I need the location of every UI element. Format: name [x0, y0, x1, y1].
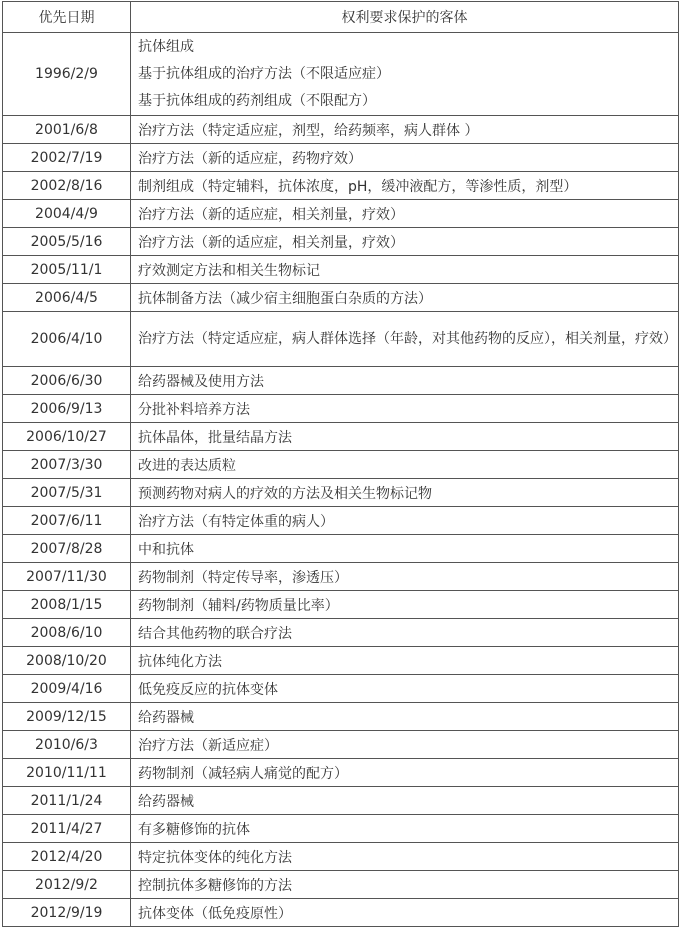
object-cell: 给药器械 — [131, 787, 679, 815]
object-line: 抗体组成 — [138, 38, 194, 55]
date-cell: 2004/4/9 — [3, 200, 131, 228]
object-cell: 给药器械及使用方法 — [131, 367, 679, 395]
table-row — [3, 200, 679, 228]
table-row — [3, 256, 679, 284]
table-row — [3, 144, 679, 172]
object-line: 基于抗体组成的治疗方法（不限适应症） — [138, 65, 390, 82]
table-row — [3, 787, 679, 815]
object-cell: 中和抗体 — [131, 535, 679, 563]
object-cell — [131, 33, 679, 116]
table-row — [3, 647, 679, 675]
date-cell: 2005/11/1 — [3, 256, 131, 284]
table-row — [3, 312, 679, 367]
object-cell: 分批补料培养方法 — [131, 395, 679, 423]
date-cell: 1996/2/9 — [3, 33, 131, 116]
table-row — [3, 703, 679, 731]
table-row — [3, 843, 679, 871]
object-cell: 抗体纯化方法 — [131, 647, 679, 675]
date-cell: 2011/1/24 — [3, 787, 131, 815]
object-cell: 抗体制备方法（减少宿主细胞蛋白杂质的方法） — [131, 284, 679, 312]
table-row — [3, 507, 679, 535]
date-cell: 2012/9/2 — [3, 871, 131, 899]
table-row — [3, 815, 679, 843]
table-row — [3, 619, 679, 647]
object-cell: 控制抗体多糖修饰的方法 — [131, 871, 679, 899]
table-row — [3, 591, 679, 619]
date-cell: 2002/7/19 — [3, 144, 131, 172]
table-row — [3, 899, 679, 927]
object-cell: 疗效测定方法和相关生物标记 — [131, 256, 679, 284]
object-cell: 药物制剂（特定传导率，渗透压） — [131, 563, 679, 591]
table-row — [3, 675, 679, 703]
object-cell: 治疗方法（特定适应症，病人群体选择（年龄，对其他药物的反应），相关剂量，疗效） — [131, 312, 679, 367]
object-cell: 治疗方法（新的适应症，相关剂量，疗效） — [131, 228, 679, 256]
table-row — [3, 284, 679, 312]
object-cell: 改进的表达质粒 — [131, 451, 679, 479]
date-cell: 2012/9/19 — [3, 899, 131, 927]
date-cell: 2010/6/3 — [3, 731, 131, 759]
date-cell: 2007/5/31 — [3, 479, 131, 507]
date-cell: 2006/10/27 — [3, 423, 131, 451]
object-cell: 特定抗体变体的纯化方法 — [131, 843, 679, 871]
object-cell: 有多糖修饰的抗体 — [131, 815, 679, 843]
table-row — [3, 395, 679, 423]
table-row — [3, 116, 679, 144]
table-row — [3, 228, 679, 256]
object-cell: 预测药物对病人的疗效的方法及相关生物标记物 — [131, 479, 679, 507]
date-cell: 2011/4/27 — [3, 815, 131, 843]
date-cell: 2009/12/15 — [3, 703, 131, 731]
header-row — [3, 2, 679, 33]
date-cell: 2008/10/20 — [3, 647, 131, 675]
date-cell: 2008/6/10 — [3, 619, 131, 647]
date-cell: 2009/4/16 — [3, 675, 131, 703]
patent-table — [2, 1, 679, 927]
object-cell: 治疗方法（新的适应症，药物疗效） — [131, 144, 679, 172]
table-row — [3, 871, 679, 899]
table-row — [3, 535, 679, 563]
table-row — [3, 731, 679, 759]
object-cell: 治疗方法（有特定体重的病人） — [131, 507, 679, 535]
date-cell: 2008/1/15 — [3, 591, 131, 619]
date-cell: 2002/8/16 — [3, 172, 131, 200]
date-cell: 2007/3/30 — [3, 451, 131, 479]
date-cell: 2007/11/30 — [3, 563, 131, 591]
date-cell: 2006/4/5 — [3, 284, 131, 312]
table-row — [3, 33, 679, 116]
object-cell: 低免疫反应的抗体变体 — [131, 675, 679, 703]
date-cell: 2007/6/11 — [3, 507, 131, 535]
header-date: 优先日期 — [3, 2, 131, 33]
object-line: 基于抗体组成的药剂组成（不限配方） — [138, 92, 376, 109]
date-cell: 2005/5/16 — [3, 228, 131, 256]
object-cell: 治疗方法（特定适应症，剂型，给药频率，病人群体 ） — [131, 116, 679, 144]
object-cell: 制剂组成（特定辅料，抗体浓度，pH，缓冲液配方，等渗性质，剂型） — [131, 172, 679, 200]
date-cell: 2012/4/20 — [3, 843, 131, 871]
object-cell: 治疗方法（新的适应症，相关剂量，疗效） — [131, 200, 679, 228]
object-cell: 药物制剂（辅料/药物质量比率） — [131, 591, 679, 619]
date-cell: 2001/6/8 — [3, 116, 131, 144]
date-cell: 2006/6/30 — [3, 367, 131, 395]
table-row — [3, 451, 679, 479]
object-cell: 结合其他药物的联合疗法 — [131, 619, 679, 647]
table-row — [3, 367, 679, 395]
date-cell: 2010/11/11 — [3, 759, 131, 787]
date-cell: 2007/8/28 — [3, 535, 131, 563]
table-row — [3, 759, 679, 787]
object-cell: 抗体变体（低免疫原性） — [131, 899, 679, 927]
date-cell: 2006/9/13 — [3, 395, 131, 423]
table-row — [3, 172, 679, 200]
header-object: 权利要求保护的客体 — [131, 2, 679, 33]
object-cell: 药物制剂（减轻病人痛觉的配方） — [131, 759, 679, 787]
object-cell: 抗体晶体，批量结晶方法 — [131, 423, 679, 451]
object-cell: 给药器械 — [131, 703, 679, 731]
date-cell: 2006/4/10 — [3, 312, 131, 367]
table-row — [3, 423, 679, 451]
object-cell: 治疗方法（新适应症） — [131, 731, 679, 759]
table-row — [3, 563, 679, 591]
table-row — [3, 479, 679, 507]
